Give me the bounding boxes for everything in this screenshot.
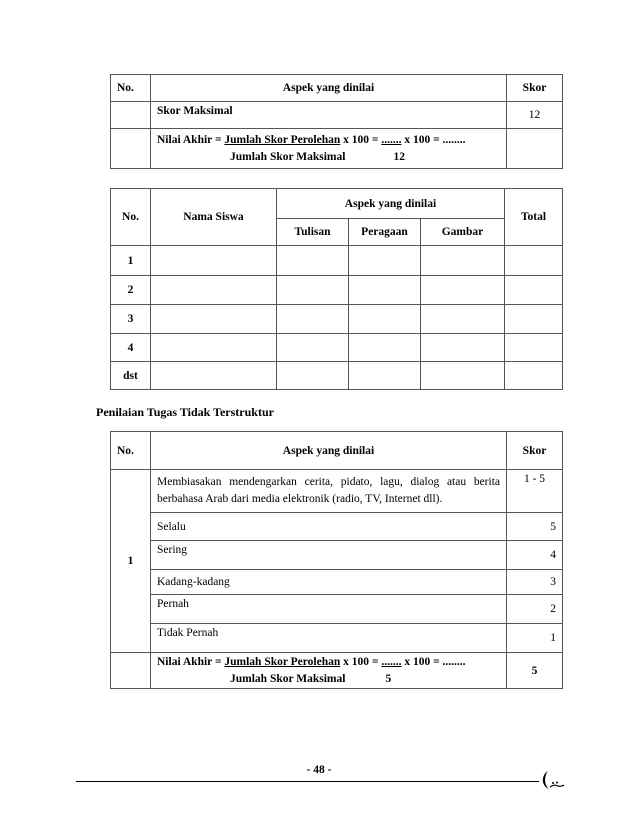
header-skor: Skor: [507, 432, 563, 470]
cell-empty: [111, 653, 151, 689]
footer-divider: [76, 781, 539, 782]
header-aspek: Aspek yang dinilai: [277, 189, 505, 219]
header-no: No.: [111, 432, 151, 470]
nilai-akhir-formula: Nilai Akhir = Jumlah Skor Perolehan x 100 = ....... x 100 = ........ Jumlah Skor Maksimal 12: [151, 129, 507, 169]
table-row: Kadang-kadang 3: [111, 570, 563, 595]
header-tulisan: Tulisan: [277, 219, 349, 246]
page-number: - 48 -: [306, 764, 332, 776]
header-skor: Skor: [507, 75, 563, 102]
table-row: 1: [111, 246, 563, 276]
header-peragaan: Peragaan: [349, 219, 421, 246]
header-total: Total: [505, 189, 563, 246]
nilai-akhir-formula: Nilai Akhir = Jumlah Skor Perolehan x 100 = ....... x 100 = ........ Jumlah Skor Maksimal 5: [151, 653, 507, 689]
skor-maksimal-value: 12: [507, 102, 563, 129]
table-row: Sering 4: [111, 541, 563, 570]
table-row: 3: [111, 305, 563, 334]
cell-empty: [111, 129, 151, 169]
section-title: Penilaian Tugas Tidak Terstruktur: [96, 405, 274, 419]
table-row: Tidak Pernah 1: [111, 624, 563, 653]
score-table-3: [110, 431, 563, 689]
score-table-2: [110, 188, 563, 390]
score-table-1: [110, 74, 563, 169]
table-row: 2: [111, 276, 563, 305]
header-gambar: Gambar: [421, 219, 505, 246]
crescent-logo-icon: [539, 769, 565, 791]
table-row: Selalu 5: [111, 513, 563, 541]
nilai-akhir-skor: 5: [507, 653, 563, 689]
table-row: 1 Membiasakan mendengarkan cerita, pidato, lagu, dialog atau berita berbahasa Arab dari media elektronik (radio, TV, Internet dll). 1 - 5: [111, 470, 563, 513]
header-aspek: Aspek yang dinilai: [151, 75, 507, 102]
header-aspek: Aspek yang dinilai: [151, 432, 507, 470]
header-no: No.: [111, 75, 151, 102]
table-row: Pernah 2: [111, 595, 563, 624]
table-row: dst: [111, 362, 563, 390]
header-nama-siswa: Nama Siswa: [151, 189, 277, 246]
skor-maksimal-label: Skor Maksimal: [151, 102, 507, 129]
cell-empty: [507, 129, 563, 169]
header-no: No.: [111, 189, 151, 246]
cell-empty: [111, 102, 151, 129]
row-number: 1: [111, 470, 151, 653]
table-row: 4: [111, 334, 563, 362]
